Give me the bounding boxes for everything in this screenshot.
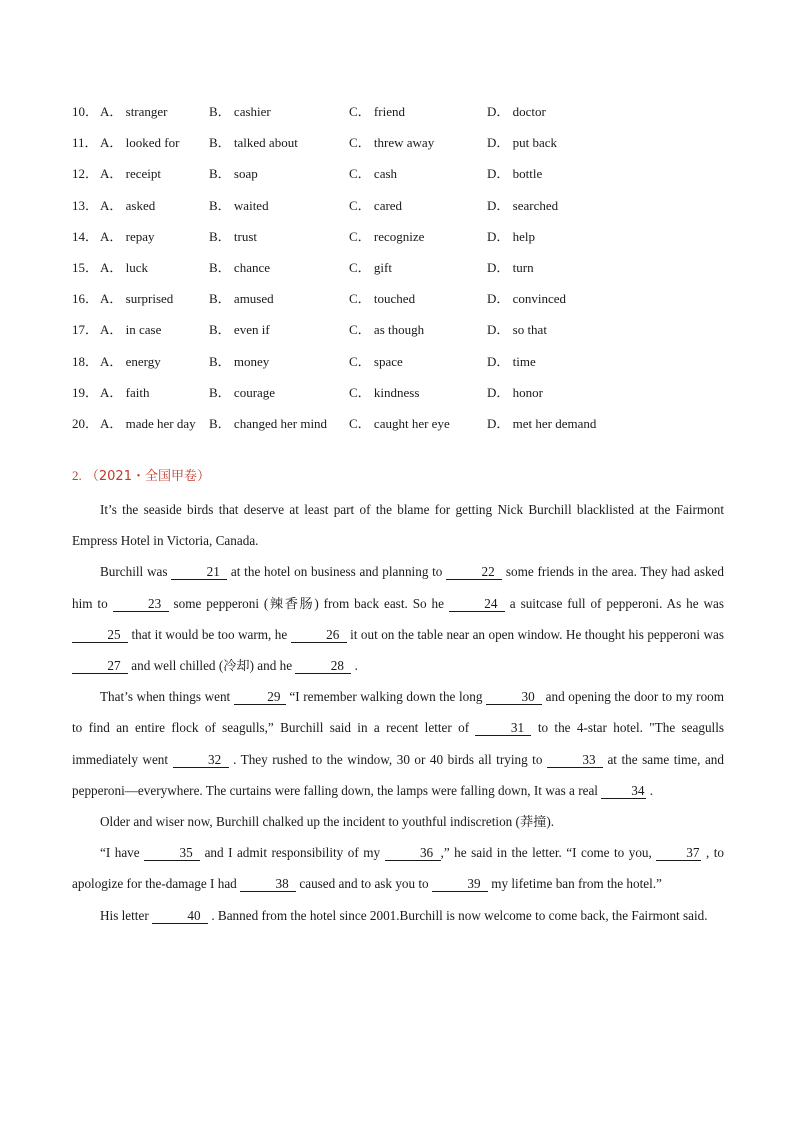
- answer-options-table: [72, 101, 732, 444]
- text-segment: , to apologize for the-damage I had: [72, 845, 724, 892]
- blank-35: 35: [144, 845, 200, 861]
- option-row: [72, 101, 732, 132]
- paragraph-6: [72, 900, 724, 931]
- text-segment: and I admit responsibility of my: [200, 845, 385, 861]
- text-segment: Burchill was: [100, 564, 172, 580]
- option-c: C． gift: [349, 259, 392, 275]
- paragraph-5: [72, 837, 724, 899]
- option-c: C． friend: [349, 104, 405, 119]
- option-b: B． even if: [209, 322, 270, 338]
- blank-39: 39: [432, 876, 488, 892]
- text-segment: . Banned from the hotel since 2001.Burchill is now welcome to come back, the Fairmont said.: [208, 907, 708, 923]
- option-row: [72, 132, 732, 163]
- text-segment: a suitcase full of pepperoni. As he was: [504, 595, 724, 611]
- paragraph-4: Older and wiser now, Burchill chalked up the incident to youthful indiscretion (莽撞).: [100, 814, 555, 830]
- option-a: A． energy: [100, 353, 161, 369]
- blank-27: 27: [72, 658, 128, 674]
- option-a: A． luck: [100, 259, 149, 275]
- option-b: B． waited: [209, 197, 269, 213]
- option-b: B． courage: [209, 384, 276, 400]
- text-segment: at the hotel on business and planning to: [227, 564, 447, 580]
- text-segment: caused and to ask you to: [296, 876, 432, 892]
- blank-23: 23: [113, 596, 169, 612]
- option-a: A． stranger: [100, 104, 168, 119]
- text-segment: and well chilled (冷却) and he: [128, 658, 296, 674]
- blank-36: 36: [385, 845, 441, 861]
- option-row: [72, 351, 732, 382]
- option-a: A． receipt: [100, 166, 162, 182]
- option-c: C． space: [349, 353, 403, 369]
- option-row: [72, 319, 732, 350]
- blank-22: 22: [446, 564, 502, 580]
- question-number: 16．: [72, 291, 99, 307]
- option-c: C． threw away: [349, 135, 435, 151]
- option-row: [72, 226, 732, 257]
- text-segment: . They rushed to the window, 30 or 40 birds all trying to: [228, 751, 547, 767]
- option-b: B． cashier: [209, 104, 271, 119]
- section-source: （2021・全国甲卷）: [85, 469, 210, 484]
- text-segment: .: [351, 658, 358, 674]
- option-a: A． looked for: [100, 135, 180, 151]
- option-row: [72, 257, 732, 288]
- option-c: C． touched: [349, 291, 416, 307]
- option-a: A． repay: [100, 228, 155, 244]
- text-segment: and opening the door to my room to find an entire flock of seagulls,” Burchill said in a recent letter of: [72, 689, 725, 736]
- blank-34: 34: [601, 783, 646, 799]
- option-a: A． faith: [100, 384, 150, 400]
- blank-21: 21: [171, 564, 227, 580]
- option-c: C． cash: [349, 166, 398, 182]
- paragraph-1: It’s the seaside birds that deserve at least part of the blame for getting Nick Burchill blacklisted at the Fairmont Empress Hotel in Victoria, Canada.: [72, 502, 724, 549]
- section-heading: [72, 465, 210, 484]
- question-number: 12．: [72, 166, 99, 182]
- option-b: B． money: [209, 353, 270, 369]
- question-number: 15．: [72, 259, 99, 275]
- option-d: D． so that: [487, 322, 547, 338]
- question-number: 20．: [72, 415, 99, 431]
- question-number: 10．: [72, 104, 99, 119]
- option-a: A． made her day: [100, 415, 196, 431]
- blank-30: 30: [486, 689, 542, 705]
- blank-31: 31: [475, 720, 531, 736]
- option-a: A． surprised: [100, 291, 174, 307]
- blank-26: 26: [291, 627, 347, 643]
- text-segment: That’s when things went: [100, 689, 234, 705]
- question-number: 11．: [72, 135, 98, 151]
- text-segment: some pepperoni (辣香肠) from back east. So he: [168, 595, 449, 611]
- option-d: D． bottle: [487, 166, 543, 182]
- option-row: [72, 413, 732, 444]
- option-d: D． doctor: [487, 104, 546, 119]
- option-b: B． amused: [209, 291, 274, 307]
- option-row: [72, 288, 732, 319]
- question-number: 14．: [72, 228, 99, 244]
- paragraph-2: [72, 556, 724, 681]
- option-row: [72, 195, 732, 226]
- option-row: [72, 382, 732, 413]
- question-number: 19．: [72, 384, 99, 400]
- option-d: D． help: [487, 228, 536, 244]
- blank-37: 37: [656, 845, 701, 861]
- paragraph-3: [72, 681, 724, 806]
- blank-25: 25: [72, 627, 128, 643]
- option-d: D． searched: [487, 197, 559, 213]
- option-a: A． in case: [100, 322, 162, 338]
- text-segment: that it would be too warm, he: [128, 626, 291, 642]
- section-number: 2.: [72, 468, 82, 483]
- option-d: D． honor: [487, 384, 543, 400]
- option-d: D． time: [487, 353, 536, 369]
- option-a: A． asked: [100, 197, 156, 213]
- option-c: C． recognize: [349, 228, 425, 244]
- blank-32: 32: [173, 752, 229, 768]
- text-segment: it out on the table near an open window. He thought his pepperoni was: [346, 626, 724, 642]
- blank-40: 40: [152, 908, 208, 924]
- blank-38: 38: [240, 876, 296, 892]
- cloze-passage: [72, 494, 724, 931]
- option-b: B． trust: [209, 228, 258, 244]
- option-row: [72, 163, 732, 194]
- option-d: D． turn: [487, 259, 534, 275]
- text-segment: at the same time, and pepperoni—everywhere. The curtains were falling down, the lamps were falling down, It was a real: [72, 751, 724, 798]
- question-number: 18．: [72, 353, 99, 369]
- text-segment: my lifetime ban from the hotel.”: [487, 876, 662, 892]
- text-segment: “I remember walking down the long: [285, 689, 487, 705]
- option-b: B． soap: [209, 166, 258, 182]
- option-b: B． chance: [209, 259, 271, 275]
- blank-33: 33: [547, 752, 603, 768]
- option-c: C． kindness: [349, 384, 420, 400]
- text-segment: .: [646, 782, 654, 798]
- option-d: D． met her demand: [487, 415, 597, 431]
- text-segment: “I have: [100, 845, 145, 861]
- option-c: C． caught her eye: [349, 415, 450, 431]
- text-segment: His letter: [100, 907, 153, 923]
- blank-28: 28: [295, 658, 351, 674]
- blank-24: 24: [449, 596, 505, 612]
- option-b: B． talked about: [209, 135, 298, 151]
- text-segment: ,” he said in the letter. “I come to you,: [440, 845, 657, 861]
- text-segment: to the 4-star hotel. "The seagulls immediately went: [72, 720, 725, 767]
- option-d: D． put back: [487, 135, 558, 151]
- blank-29: 29: [234, 689, 286, 705]
- text-segment: some friends in the area. They had asked him to: [72, 564, 725, 611]
- question-number: 13．: [72, 197, 99, 213]
- question-number: 17．: [72, 322, 99, 338]
- option-b: B． changed her mind: [209, 415, 328, 431]
- option-c: C． cared: [349, 197, 403, 213]
- option-c: C． as though: [349, 322, 425, 338]
- option-d: D． convinced: [487, 291, 567, 307]
